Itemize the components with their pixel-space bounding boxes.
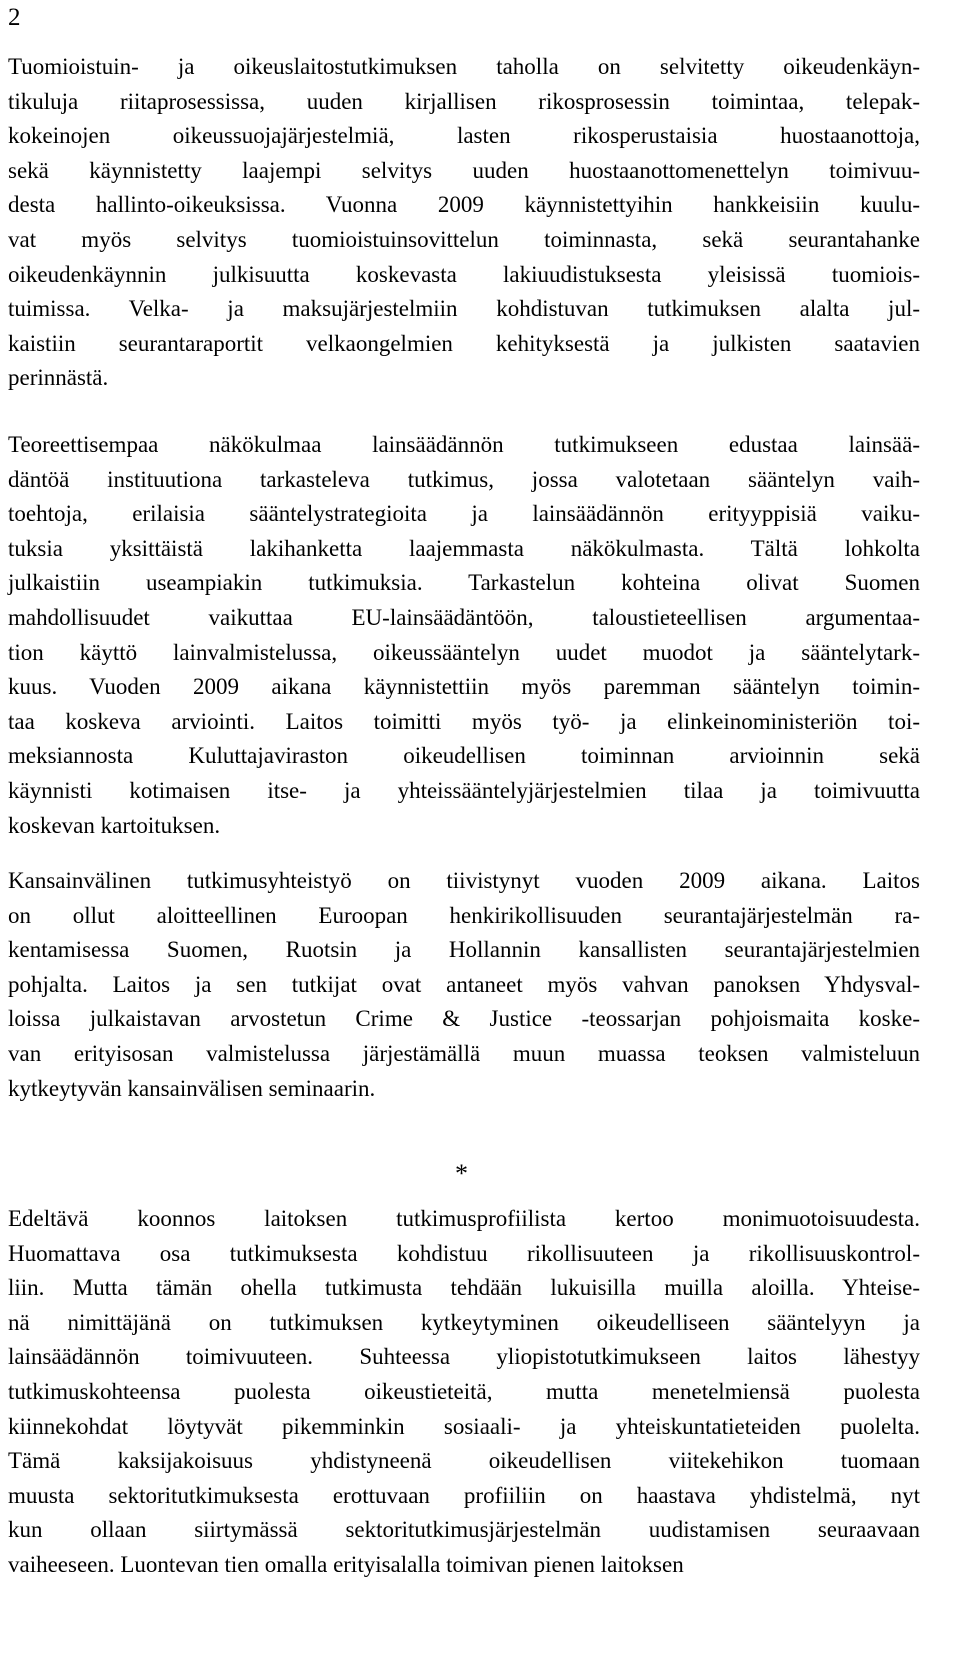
paragraph-3 — [8, 864, 920, 1106]
text-line: kentamisessa Suomen, Ruotsin ja Hollannin kansallisten seurantajärjestelmien — [8, 937, 920, 963]
text-line: Tämä kaksijakoisuus yhdistyneenä oikeudellisen viitekehikon tuomaan — [8, 1448, 920, 1474]
paragraph-2 — [8, 428, 920, 843]
text-line: van erityisosan valmistelussa järjestämällä muun muassa teoksen valmisteluun — [8, 1040, 920, 1066]
text-line: tion käyttö lainvalmistelussa, oikeussääntelyn uudet muodot ja sääntelytark- — [8, 639, 920, 665]
text-line: on ollut aloitteellinen Euroopan henkirikollisuuden seurantajärjestelmän ra- — [8, 902, 920, 928]
text-line: desta hallinto-oikeuksissa. Vuonna 2009 käynnistettyihin hankkeisiin kuulu- — [8, 192, 920, 218]
text-line: kun ollaan siirtymässä sektoritutkimusjärjestelmän uudistamisen seuraavaan — [8, 1517, 920, 1543]
text-line: kuus. Vuoden 2009 aikana käynnistettiin myös paremman sääntelyn toimin- — [8, 674, 920, 700]
text-line: loissa julkaistavan arvostetun Crime & Justice -teossarjan pohjoismaita koske- — [8, 1006, 920, 1032]
text-line: muusta sektoritutkimuksesta erottuvaan profiiliin on haastava yhdistelmä, nyt — [8, 1482, 920, 1508]
text-line: vaiheeseen. Luontevan tien omalla erityisalalla toimivan pienen laitoksen — [8, 1551, 684, 1577]
paragraph-4 — [8, 1202, 920, 1583]
text-line: nä nimittäjänä on tutkimuksen kytkeytyminen oikeudelliseen sääntelyyn ja — [8, 1309, 920, 1335]
page-number: 2 — [8, 4, 21, 31]
text-line: tuksia yksittäistä lakihanketta laajemmasta näkökulmasta. Tältä lohkolta — [8, 535, 920, 561]
text-line: kytkeytyvän kansainvälisen seminaarin. — [8, 1075, 376, 1101]
text-line: Huomattava osa tutkimuksesta kohdistuu rikollisuuteen ja rikollisuuskontrol- — [8, 1240, 920, 1266]
text-line: julkaistiin useampiakin tutkimuksia. Tarkastelun kohteina olivat Suomen — [8, 570, 920, 596]
text-line: oikeudenkäynnin julkisuutta koskevasta lakiuudistuksesta yleisissä tuomiois- — [8, 261, 920, 287]
text-line: Edeltävä koonnos laitoksen tutkimusprofiilista kertoo monimuotoisuudesta. — [8, 1206, 920, 1231]
text-line: vat myös selvitys tuomioistuinsovittelun toiminnasta, sekä seurantahanke — [8, 226, 920, 252]
text-line: däntöä instituutiona tarkasteleva tutkimus, jossa valotetaan sääntelyn vaih- — [8, 466, 920, 492]
text-line: kaistiin seurantaraportit velkaongelmien kehityksestä ja julkisten saatavien — [8, 330, 920, 356]
text-line: tutkimuskohteensa puolesta oikeustieteitä, mutta menetelmiensä puolesta — [8, 1378, 920, 1404]
text-line: toehtoja, erilaisia sääntelystrategioita ja lainsäädännön erityyppisiä vaiku- — [8, 501, 920, 527]
text-line: lainsäädännön toimivuuteen. Suhteessa yliopistotutkimukseen laitos lähestyy — [8, 1344, 920, 1370]
section-separator: * — [455, 1159, 468, 1188]
text-line: sekä käynnistetty laajempi selvitys uuden huostaanottomenettelyn toimivuu- — [8, 157, 920, 183]
text-line: tikuluja riitaprosessissa, uuden kirjallisen rikosprosessin toimintaa, telepak- — [8, 88, 920, 114]
paragraph-1 — [8, 50, 920, 396]
text-line: Kansainvälinen tutkimusyhteistyö on tiivistynyt vuoden 2009 aikana. Laitos — [8, 868, 920, 893]
text-line: kokeinojen oikeussuojajärjestelmiä, lasten rikosperustaisia huostaanottoja, — [8, 123, 920, 149]
text-line: kiinnekohdat löytyvät pikemminkin sosiaali- ja yhteiskuntatieteiden puolelta. — [8, 1413, 920, 1439]
text-line: koskevan kartoituksen. — [8, 812, 221, 838]
text-line: pohjalta. Laitos ja sen tutkijat ovat antaneet myös vahvan panoksen Yhdysval- — [8, 971, 920, 997]
text-line: tuimissa. Velka- ja maksujärjestelmiin kohdistuvan tutkimuksen alalta jul- — [8, 296, 920, 322]
text-line: liin. Mutta tämän ohella tutkimusta tehdään lukuisilla muilla aloilla. Yhteise- — [8, 1275, 920, 1301]
text-line: meksiannosta Kuluttajaviraston oikeudellisen toiminnan arvioinnin sekä — [8, 743, 920, 769]
text-line: Tuomioistuin- ja oikeuslaitostutkimuksen taholla on selvitetty oikeudenkäyn- — [8, 54, 920, 79]
text-line: perinnästä. — [8, 365, 109, 391]
text-line: käynnisti kotimaisen itse- ja yhteissääntelyjärjestelmien tilaa ja toimivuutta — [8, 777, 920, 803]
text-line: taa koskeva arviointi. Laitos toimitti myös työ- ja elinkeinoministeriön toi- — [8, 708, 920, 734]
text-line: Teoreettisempaa näkökulmaa lainsäädännön tutkimukseen edustaa lainsää- — [8, 432, 920, 457]
text-line: mahdollisuudet vaikuttaa EU-lainsäädäntöön, taloustieteellisen argumentaa- — [8, 604, 920, 630]
